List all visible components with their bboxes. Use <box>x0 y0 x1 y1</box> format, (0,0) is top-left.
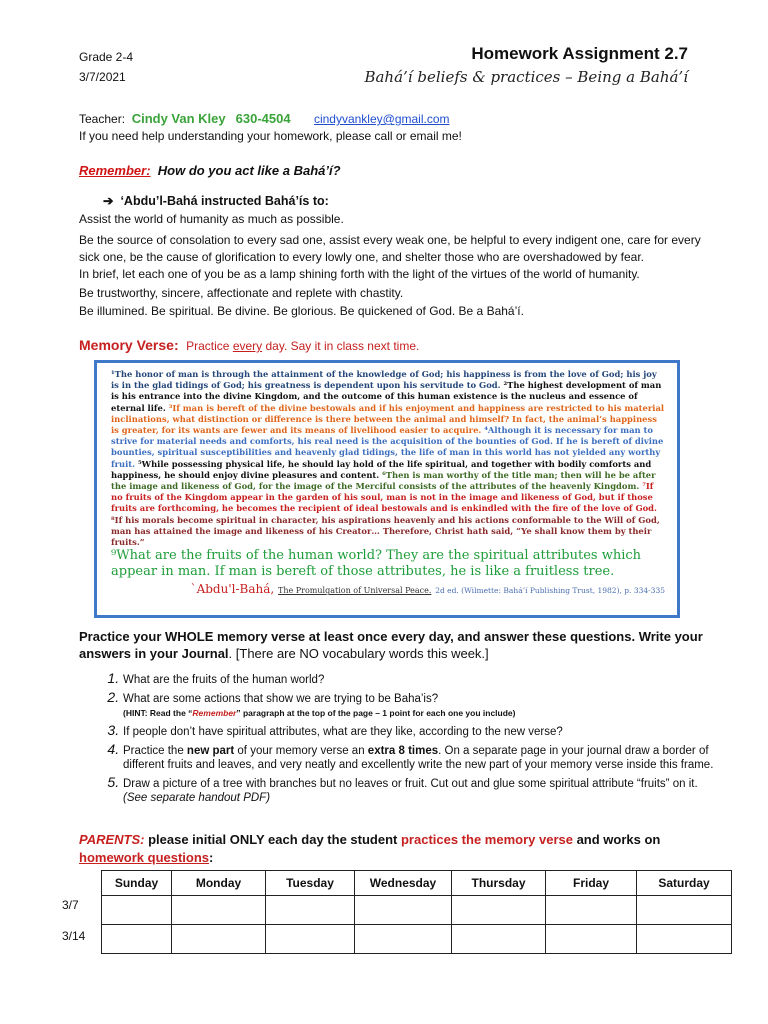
verse-sentence: ⁵While possessing physical life, he should lay hold of the life spiritual, and together with bodily comforts and happiness, he should enjoy divine pleasures and content. <box>111 458 652 480</box>
date-label: 3/7/2021 <box>79 70 126 84</box>
memory-verse-heading <box>79 337 419 353</box>
help-text: If you need help understanding your homework, please call or email me! <box>79 129 462 143</box>
column-header: Thursday <box>452 871 546 896</box>
remember-line: Be trustworthy, sincere, affectionate and replete with chastity. <box>79 286 404 300</box>
initial-cell[interactable] <box>172 896 266 925</box>
citation-author: `Abdu'l-Bahá, <box>190 582 275 597</box>
arrow-icon: ➔ <box>103 194 114 208</box>
remember-line: Be the source of consolation to every sad one, assist every weak one, be helpful to every indigent one, care for every sick one, be the cause of glorification to every lowly one, and shelter those who are overshadowed by fear. <box>79 233 701 264</box>
initial-cell[interactable] <box>355 925 452 954</box>
table-header-row <box>102 871 732 896</box>
initial-cell[interactable] <box>266 896 355 925</box>
instructed-text: ‘Abdu’l-Bahá instructed Bahá’ís to: <box>120 194 329 208</box>
column-header: Monday <box>172 871 266 896</box>
question-item: 4. Practice the new part of your memory verse an extra 8 times. On a separate page in your journal draw a border of different fruits and leaves, and very neatly and excellently write the new part of your memory verse inside this frame. <box>123 742 723 772</box>
verse-sentence: ⁷If no fruits of the Kingdom appear in the garden of his soul, man is not in the image and likeness of God, but if those fruits are forthcoming, he becomes the recipient of ideal bestowals and is enkindled with the fire of the love of God. <box>111 481 657 514</box>
remember-line: In brief, let each one of you be as a lamp shining forth with the light of the virtues of the world of humanity. <box>79 267 640 281</box>
question-item: 3. If people don’t have spiritual attributes, what are they like, according to the new verse? <box>123 723 723 739</box>
initial-cell[interactable] <box>355 896 452 925</box>
question-item: 1. What are the fruits of the human world? <box>123 671 723 687</box>
column-header: Sunday <box>102 871 172 896</box>
initial-cell[interactable] <box>546 925 637 954</box>
column-header: Tuesday <box>266 871 355 896</box>
verse-citation <box>111 584 665 596</box>
question-hint: (HINT: Read the “Remember” paragraph at the top of the page – 1 point for each one you include) <box>123 708 516 718</box>
initial-cell[interactable] <box>452 896 546 925</box>
verse-sentence: ⁴Although it is necessary for man to strive for material needs and comforts, his real need is the acquisition of the bounties of God. If he is bereft of divine bounties, spiritual susceptibilities and heavenly glad tidings, the life of man in this world has not yielded any worthy fruit. <box>111 425 664 469</box>
initial-cell[interactable] <box>637 925 732 954</box>
question-list <box>79 671 723 808</box>
initials-table <box>101 870 732 954</box>
memory-verse-box <box>94 360 680 618</box>
verse-new-part: ⁹What are the fruits of the human world? They are the spiritual attributes which appear in man. If man is bereft of those attributes, he is like a fruitless tree. <box>111 548 642 580</box>
page-subtitle: Bahá’í beliefs & practices – Being a Bahá’í <box>364 68 688 86</box>
remember-line: Assist the world of humanity as much as possible. <box>79 212 344 226</box>
question-item: 5. Draw a picture of a tree with branches but no leaves or fruit. Cut out and glue some spiritual attribute “fruits” on it. (See separate handout PDF) <box>123 775 723 805</box>
teacher-line <box>79 111 450 126</box>
remember-heading <box>79 163 341 178</box>
practice-bold: Practice your WHOLE memory verse at least once every day, and answer these questions. Write your answers in your Journal <box>79 629 703 661</box>
verse-sentence: ⁶Then is man worthy of the title man; then will he be after the image and likeness of God, for the image of the Merciful consists of the attributes of the heavenly Kingdom. <box>111 469 656 492</box>
initial-cell[interactable] <box>266 925 355 954</box>
verse-sentence: ⁸If his morals become spiritual in character, his aspirations heavenly and his actions conformable to the Will of God, man has attained the image and likeness of his Creator… Therefore, Christ hath said, “Ye shall know them by their fruits.” <box>111 514 660 548</box>
remember-line: Be illumined. Be spiritual. Be divine. Be glorious. Be quickened of God. Be a Bahá’í. <box>79 304 524 318</box>
table-row <box>102 925 732 954</box>
remember-question: How do you act like a Bahá’í? <box>157 163 341 178</box>
teacher-email-link[interactable]: cindyvankley@gmail.com <box>313 112 450 126</box>
memory-verse-label: Memory Verse: <box>79 337 179 353</box>
row-label: 3/14 <box>62 929 86 943</box>
remember-label: Remember: <box>79 163 151 178</box>
practice-instructions <box>79 628 719 662</box>
initial-cell[interactable] <box>546 896 637 925</box>
initial-cell[interactable] <box>637 896 732 925</box>
teacher-phone: 630-4504 <box>235 111 291 126</box>
initial-cell[interactable] <box>172 925 266 954</box>
citation-book: The Promulgation of Universal Peace. <box>278 586 432 596</box>
parents-instructions: PARENTS: please initial ONLY each day the student practices the memory verse and works on homework questions: <box>79 832 661 865</box>
question-item: 2. What are some actions that show we are trying to be Baha’is? (HINT: Read the “Remember” paragraph at the top of the page – 1 point for each one you include) <box>123 690 723 720</box>
verse-sentence: ¹The honor of man is through the attainment of the knowledge of God; his happiness is from the love of God; his joy is in the glad tidings of God; his greatness is dependent upon his servitude to God. <box>111 369 657 391</box>
parents-label: PARENTS: <box>79 832 145 847</box>
column-header: Saturday <box>637 871 732 896</box>
citation-publisher: 2d ed. (Wilmette: Bahá’í Publishing Trust, 1982), p. 334-335 <box>435 586 665 596</box>
teacher-label: Teacher: <box>79 112 126 126</box>
instructed-line <box>103 193 329 208</box>
column-header: Wednesday <box>355 871 452 896</box>
table-row <box>102 896 732 925</box>
verse-sentence: ²The highest development of man is his entrance into the divine Kingdom, and the outcome of this human existence is the nucleus and essence of eternal life. <box>111 380 662 413</box>
memory-verse-instruction: Practice every day. Say it in class next time. <box>186 339 420 353</box>
practice-note: . [There are NO vocabulary words this week.] <box>228 646 489 661</box>
column-header: Friday <box>546 871 637 896</box>
initial-cell[interactable] <box>102 925 172 954</box>
verse-sentence: ³If man is bereft of the divine bestowals and if his enjoyment and happiness are restricted to his material inclinations, what distinction or difference is there between the animal and himself? In fact, the animal’s happiness is greater, for its wants are fewer and its means of livelihood easier to acquire. <box>111 402 665 436</box>
row-label: 3/7 <box>62 898 79 912</box>
grade-label: Grade 2-4 <box>79 50 134 64</box>
teacher-name: Cindy Van Kley <box>131 111 226 126</box>
initial-cell[interactable] <box>102 896 172 925</box>
page-title: Homework Assignment 2.7 <box>471 44 688 63</box>
initial-cell[interactable] <box>452 925 546 954</box>
